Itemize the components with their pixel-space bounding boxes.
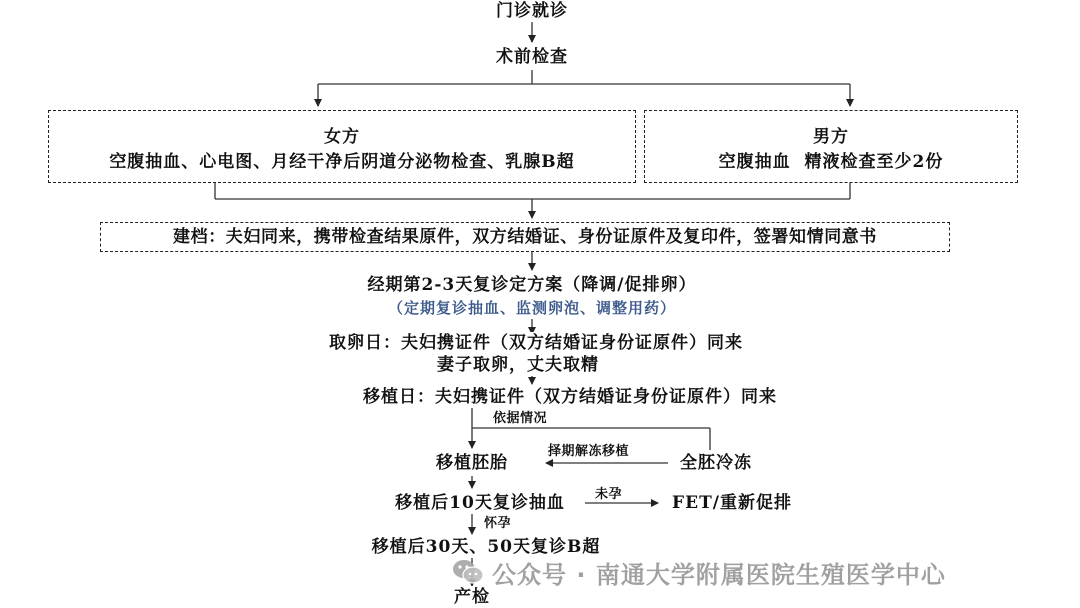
node-followup30: 移植后30天、50天复诊B超 [371,537,601,557]
watermark [452,555,946,589]
wechat-icon [452,558,484,586]
node-period: 经期第2-3天复诊定方案（降调/促排卵） [367,275,697,295]
label-thaw: 择期解冻移植 [548,444,630,459]
label-pregnant: 怀孕 [484,516,512,531]
node-transfer-day: 移植日：夫妇携证件（双方结婚证身份证原件）同来 [363,387,777,407]
node-retrieval: 妻子取卵，丈夫取精 [437,355,599,375]
label-not-pregnant: 未孕 [595,487,623,502]
label-depending: 依据情况 [493,411,548,426]
male-title: 男方 [813,127,849,147]
node-followup10: 移植后10天复诊抽血 [395,493,565,513]
node-preop: 术前检查 [496,47,568,67]
female-box [48,110,636,183]
node-period-note: （定期复诊抽血、监测卵泡、调整用药） [387,299,677,317]
female-detail: 空腹抽血、心电图、月经干净后阴道分泌物检查、乳腺B超 [109,152,575,172]
watermark-text: 公众号 · 南通大学附属医院生殖医学中心 [492,560,946,589]
node-outpatient: 门诊就诊 [496,1,568,21]
node-freeze-all: 全胚冷冻 [680,453,752,473]
node-retrieval-day: 取卵日：夫妇携证件（双方结婚证身份证原件）同来 [329,333,743,353]
file-box [100,222,950,252]
node-transfer: 移植胚胎 [436,453,508,473]
male-detail: 空腹抽血 精液检查至少2份 [718,152,944,172]
file-text: 建档：夫妇同来，携带检查结果原件，双方结婚证、身份证原件及复印件，签署知情同意书 [173,227,877,247]
node-prenatal: 产检 [454,587,490,607]
node-fet: FET/重新促排 [672,493,792,513]
male-box [644,110,1018,183]
female-title: 女方 [324,127,360,147]
